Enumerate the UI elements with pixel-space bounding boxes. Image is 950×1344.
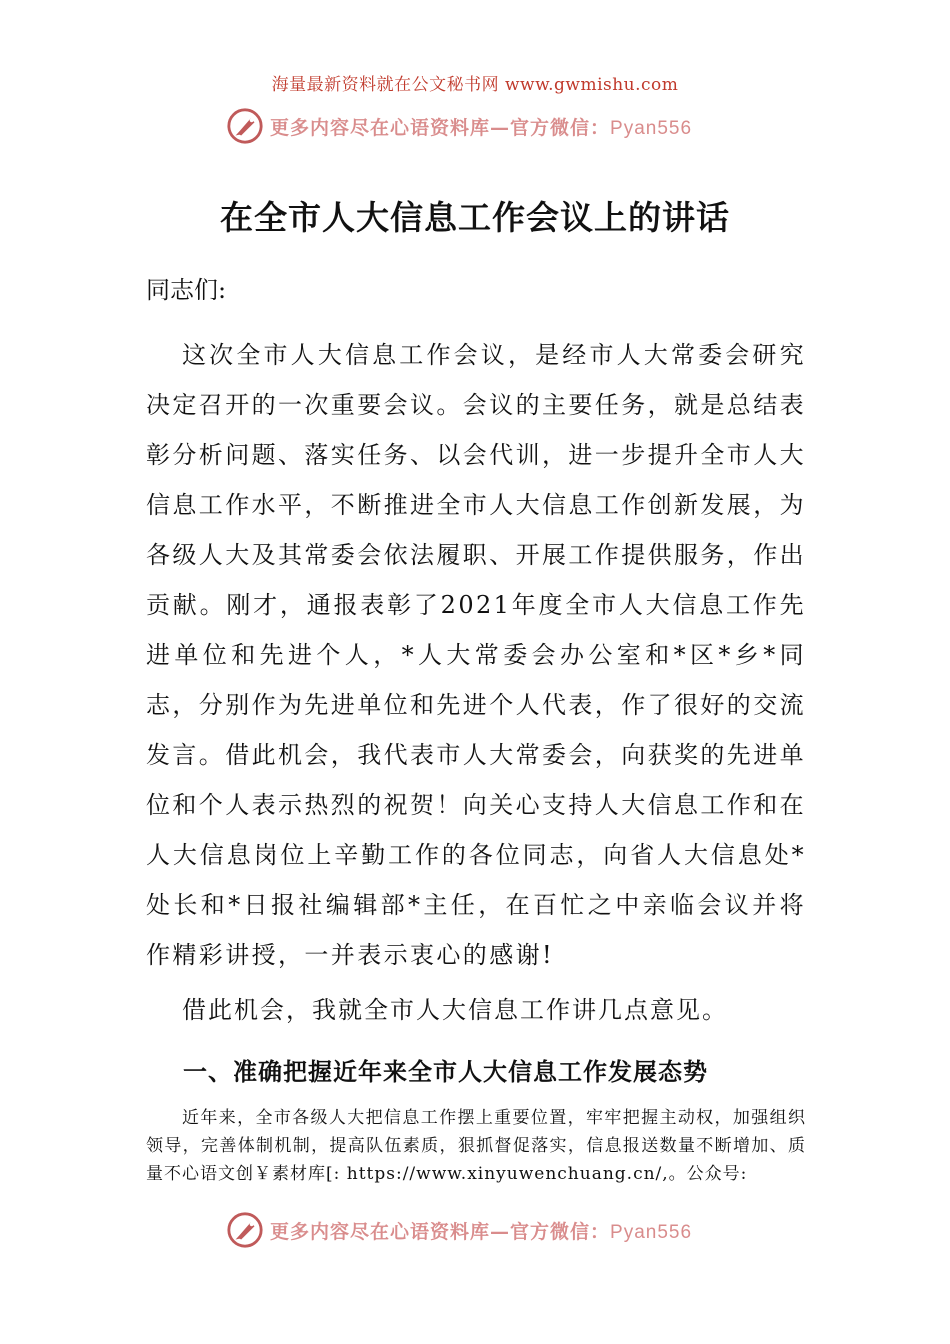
- watermark-text: 更多内容尽在心语资料库—官方微信：Pyan556: [270, 1220, 693, 1243]
- wechat-id: Pyan556: [610, 1221, 693, 1243]
- body-paragraph-2: 借此机会，我就全市人大信息工作讲几点意见。: [182, 996, 728, 1024]
- body-paragraph-1: 这次全市人大信息工作会议，是经市人大常委会研究决定召开的一次重要会议。会议的主要任务，就是总结表彰分析问题、落实任务、以会代训，进一步提升全市人大信息工作水平，不断推进全市人大信息工作创新发展，为各级人大及其常委会依法履职、开展工作提供服务，作出贡献。刚才，通报表彰了2021年度全市人大信息工作先进单位和先进个人，*人大常委会办公室和*区*乡*同志，分别作为先进单位和先进个人代表，作了很好的交流发言。借此机会，我代表市人大常委会，向获奖的先进单位和个人表示热烈的祝贺！向关心支持人大信息工作和在人大信息岗位上辛勤工作的各位同志，向省人大信息处*处长和*日报社编辑部*主任，在百忙之中亲临会议并将作精彩讲授，一并表示衷心的感谢!: [146, 341, 806, 969]
- salutation: 同志们:: [146, 276, 227, 304]
- watermark-banner-top: [226, 106, 692, 146]
- watermark-banner-bottom: [226, 1210, 692, 1250]
- wechat-id: Pyan556: [610, 117, 693, 139]
- pen-nib-logo-icon: [226, 107, 264, 145]
- document-title: 在全市人大信息工作会议上的讲话: [220, 198, 730, 237]
- body-paragraph-3: 近年来，全市各级人大把信息工作摆上重要位置，牢牢把握主动权，加强组织领导，完善体制机制，提高队伍素质，狠抓督促落实，信息报送数量不断增加、质量不心语文创￥素材库[: https://www.xinyuwenchuang.cn/,。公众号:: [146, 1108, 806, 1184]
- pen-nib-logo-icon: [226, 1211, 264, 1249]
- watermark-text: 更多内容尽在心语资料库—官方微信：Pyan556: [270, 116, 693, 139]
- header-site-link[interactable]: 海量最新资料就在公文秘书网 www.gwmishu.com: [271, 75, 679, 95]
- section-heading-1: 一、准确把握近年来全市人大信息工作发展态势: [183, 1057, 708, 1086]
